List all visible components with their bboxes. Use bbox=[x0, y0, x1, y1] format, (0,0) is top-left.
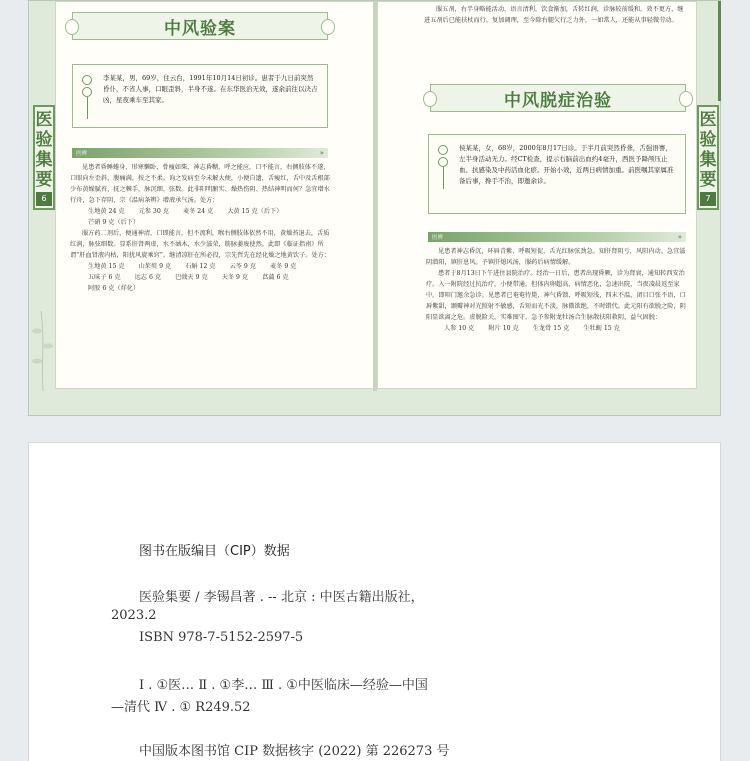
right-section-bar bbox=[428, 232, 686, 242]
right-prescription bbox=[426, 323, 688, 334]
rx-item: 阿胶 6 克（烊化） bbox=[88, 285, 140, 292]
rx-item: 大黄 15 克（后下） bbox=[227, 208, 283, 215]
cip-line-1: 医验集要 / 李锡昌著 . -- 北京 : 中医古籍出版社， bbox=[139, 590, 424, 605]
bead-icon bbox=[438, 157, 448, 167]
rx-item: 麦冬 9 克 bbox=[270, 263, 297, 270]
section-label: 医辨 bbox=[76, 151, 88, 157]
left-title-banner bbox=[72, 12, 328, 40]
cip-heading: 图书在版编目（CIP）数据 bbox=[139, 544, 290, 559]
rx-item: 山茱萸 9 克 bbox=[138, 263, 172, 270]
plant-decoration-icon bbox=[31, 301, 55, 391]
right-case-text: 侯某某，女，68岁，2000年8月17日诊。于半月前突然昏聋，舌强语謇，左半身活动无力。经CT检查，提示右脑前出血约4毫升，西医予降颅压止血、抗感染及中药活血化瘀。开始小效，近两日病情加重。前医嘱其家属准备后事，搀手不治，即邀余诊。 bbox=[459, 144, 674, 185]
left-page bbox=[55, 1, 375, 389]
left-paragraph-2: 服方药二剂后，便通神清，口即能言，但不流利，喉右侧肢体依然不用，黄燥苔退去，舌质红润，脉弦细数。显系肝肾两虚，水不涵木，水少滋荣，筋脉萎废使然。此即《临证指南》所谓“肝血肾液内枯，阳扰风旋乘窍”。继清凉肝在所必投，宗先哲先在经化燥之地黄饮子。处方： bbox=[70, 230, 331, 259]
rx-item: 石斛 12 克 bbox=[185, 263, 216, 270]
tab-char: 验 bbox=[699, 130, 717, 150]
left-prescription-2 bbox=[70, 261, 332, 294]
left-case-box bbox=[72, 64, 328, 128]
rx-item: 生牡蛎 15 克 bbox=[583, 325, 620, 332]
tab-char: 医 bbox=[35, 110, 53, 130]
bead-icon bbox=[82, 75, 92, 85]
left-prescription-1 bbox=[70, 206, 332, 228]
right-body-text bbox=[426, 246, 688, 334]
rx-item: 芒硝 9 克（后下） bbox=[88, 219, 140, 226]
cip-isbn: ISBN 978-7-5152-2597-5 bbox=[139, 630, 304, 645]
left-page-number: 6 bbox=[36, 192, 52, 206]
rx-item: 生地黄 24 克 bbox=[88, 208, 125, 215]
right-top-paragraph: 服五剂，右半身略能活动，语言清利，饮食渐加，舌转红润，诊脉较前缓和。效不更方，继进五剂后已能扶杖而行。复加调理，至今除右腿欠行乏力外，一如常人，还能从事轻微劳动。 bbox=[424, 6, 684, 24]
section-label: 医辨 bbox=[432, 235, 444, 241]
left-side-tab bbox=[33, 105, 55, 210]
rx-item: 巴戟天 9 克 bbox=[175, 274, 208, 281]
left-paragraph-1: 见患者昏睡蜷身，形寒懒卧，骨瘦如柴，神志昏糊，呼之能应，口不能言，右侧肢体不遂，口眼向左歪斜，腹痛满，按之不柔。询之发病至今未解大便，小便自遗，舌瘦红，舌中及舌根部少布黄燥腻苔，抚之棘手，脉沉细、弦数。此非阳明腑实、燥热伤阴、热结神明而何？急宜增水行舟，急下存阴，宗《温病条辨》增液承气汤。处方： bbox=[70, 164, 330, 204]
rx-item: 远志 6 克 bbox=[134, 274, 162, 281]
left-body-text bbox=[70, 162, 332, 294]
rx-item: 云苓 9 克 bbox=[229, 263, 256, 270]
right-top-text bbox=[424, 4, 686, 26]
right-page bbox=[377, 1, 697, 389]
rx-item: 菖蒲 6 克 bbox=[262, 274, 289, 281]
right-title-banner bbox=[430, 84, 686, 112]
tab-char: 集 bbox=[699, 150, 717, 170]
right-paragraph-1: 见患者神志昏沉，环唇青紫，呼吸短促，舌光红脉弦劲急。知肝肾阴亏，风阳内动。急宜滋阴潜阳，镇肝息风。予镇肝熄风汤，服药后病情缓解。 bbox=[426, 248, 686, 266]
cip-line-4: Ⅰ . ①医… Ⅱ . ①李… Ⅲ . ①中医临床—经验—中国 bbox=[139, 678, 428, 693]
rx-item: 人参 10 克 bbox=[444, 325, 475, 332]
tab-char: 要 bbox=[35, 170, 53, 190]
rx-item: 附片 10 克 bbox=[488, 325, 519, 332]
tab-char: 要 bbox=[699, 170, 717, 190]
bead-icon bbox=[438, 145, 448, 155]
right-side-tab bbox=[697, 105, 719, 210]
book-spread-preview bbox=[28, 0, 721, 416]
rx-item: 麦冬 24 克 bbox=[182, 208, 214, 215]
cip-page bbox=[28, 442, 721, 761]
rx-item: 生龙骨 15 克 bbox=[532, 325, 570, 332]
tab-char: 集 bbox=[35, 150, 53, 170]
double-chevron-icon: » bbox=[319, 149, 324, 157]
right-page-number: 7 bbox=[700, 192, 716, 206]
tab-char: 医 bbox=[699, 110, 717, 130]
left-case-text: 李某某，男，69岁，住云台，1991年10月14日初诊。患者于九日前突然昏仆，不省人事，口眼歪斜，半身不遂。在东华医治无效，遂余前往以决吉凶，星夜乘车至其家。 bbox=[103, 74, 318, 104]
right-paragraph-2: 患者于8月13日下午进住县院治疗。经治一日后，患者出现昏厥，诊为肾衰，通知转西安治疗。入一附院经过抗治疗，小便带通，但体内卵超高，病情恶化，急速出院，当夜凌晨返至家中。即叩门邀余急诊。见患者已奄奄待毙，神气昏馈，呼吸短浅，四末不温，闭目口张不语，口唇紫甜，颞瓣神对光照射不敏感，舌短而光不淡，脉微欲绝，不时错代。此元阳有欲脱之险，阴阳显欲离之危。虚脱险关，实难图守。急予参附龙牡汤合生脉散扶阳救阴，益气固脱： bbox=[426, 270, 686, 321]
bead-icon bbox=[82, 87, 92, 97]
tab-char: 验 bbox=[35, 130, 53, 150]
left-page-title: 中风验案 bbox=[164, 18, 236, 39]
cip-line-2: 2023.2 bbox=[111, 608, 157, 623]
cip-line-5: —清代 Ⅳ . ① R249.52 bbox=[111, 700, 251, 715]
rx-item: 生地黄 15 克 bbox=[88, 263, 125, 270]
left-section-bar bbox=[72, 148, 328, 158]
rx-item: 五味子 6 克 bbox=[88, 274, 121, 281]
right-page-title: 中风脱症治验 bbox=[504, 90, 612, 111]
cip-line-6: 中国版本图书馆 CIP 数据核字 (2022) 第 226273 号 bbox=[139, 744, 450, 759]
right-case-box bbox=[428, 134, 686, 214]
rx-item: 元参 30 克 bbox=[138, 208, 169, 215]
double-chevron-icon: » bbox=[677, 233, 682, 241]
rx-item: 天冬 9 克 bbox=[221, 274, 249, 281]
